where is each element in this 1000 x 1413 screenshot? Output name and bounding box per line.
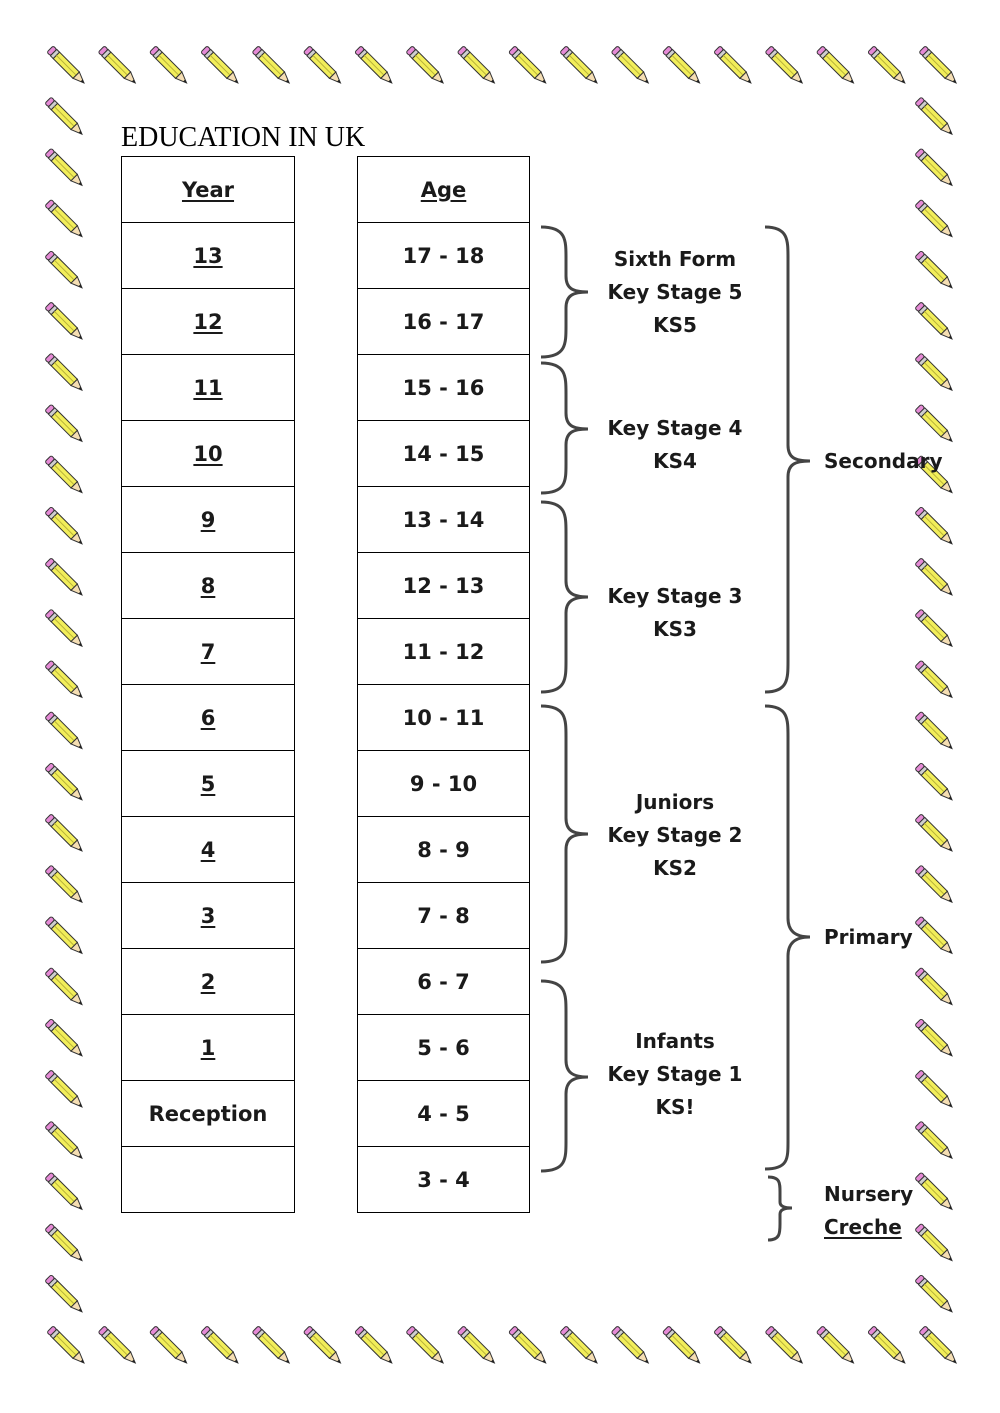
year-cell: [122, 355, 295, 421]
pencil-icon: [45, 199, 85, 239]
table-row: [358, 817, 530, 883]
pencil-icon: [662, 1326, 702, 1366]
pencil-icon: [98, 1326, 138, 1366]
table-row: [358, 553, 530, 619]
year-value: 10: [193, 441, 223, 466]
table-row: [122, 1147, 295, 1213]
pencil-icon: [45, 865, 85, 905]
table-row: [358, 1147, 530, 1213]
age-cell: [358, 553, 530, 619]
stage-label-ks3: [590, 580, 760, 646]
pencil-icon: [509, 46, 549, 86]
pencil-icon: [816, 1326, 856, 1366]
pencil-icon: [765, 1326, 805, 1366]
table-row: [122, 1015, 295, 1081]
year-value: 8: [200, 573, 216, 598]
phase-label-primary: [824, 921, 913, 954]
stage-label-ks5: [590, 243, 760, 342]
pencil-icon: [303, 1326, 343, 1366]
year-cell: [122, 223, 295, 289]
pencil-icon: [611, 46, 651, 86]
stage-label-ks2: [590, 786, 760, 885]
table-row: [122, 355, 295, 421]
pencil-icon: [457, 1326, 497, 1366]
stage-line: Key Stage 2: [607, 823, 743, 847]
year-cell: [122, 421, 295, 487]
pencil-icon: [45, 1172, 85, 1212]
stage-line: KS4: [653, 449, 697, 473]
pencil-icon: [45, 1070, 85, 1110]
pencil-icon: [915, 916, 955, 956]
table-row: [358, 751, 530, 817]
pencil-icon: [406, 1326, 446, 1366]
age-cell: [358, 685, 530, 751]
stage-line: KS!: [655, 1095, 695, 1119]
stage-line: Key Stage 3: [607, 584, 743, 608]
age-cell: [358, 1015, 530, 1081]
age-value: 8 - 9: [417, 837, 470, 862]
table-row: [358, 421, 530, 487]
pencil-icon: [915, 967, 955, 1007]
pencil-icon: [98, 46, 138, 86]
pencil-icon: [45, 97, 85, 137]
pencil-icon: [47, 1326, 87, 1366]
pencil-icon: [915, 609, 955, 649]
pencil-icon: [201, 1326, 241, 1366]
pencil-icon: [714, 46, 754, 86]
pencil-icon: [915, 199, 955, 239]
phase-label-secondary: [824, 445, 943, 478]
pencil-icon: [45, 251, 85, 291]
year-value: 1: [200, 1035, 216, 1060]
year-cell: [122, 685, 295, 751]
pencil-icon: [45, 660, 85, 700]
pencil-icon: [45, 814, 85, 854]
pencil-icon: [149, 46, 189, 86]
pencil-icon: [915, 711, 955, 751]
pencil-icon: [868, 46, 908, 86]
table-row: [122, 157, 295, 223]
age-value: 15 - 16: [402, 375, 485, 400]
stage-label-ks4: [590, 412, 760, 478]
phase-label-nursery: [824, 1178, 913, 1244]
age-value: 3 - 4: [417, 1167, 470, 1192]
pencil-icon: [915, 865, 955, 905]
table-row: [122, 421, 295, 487]
table-row: [122, 553, 295, 619]
pencil-icon: [303, 46, 343, 86]
pencil-icon: [509, 1326, 549, 1366]
stage-line: KS3: [653, 617, 697, 641]
pencil-icon: [252, 1326, 292, 1366]
year-value: Reception: [148, 1101, 268, 1126]
table-row: [358, 619, 530, 685]
pencil-icon: [915, 1172, 955, 1212]
pencil-icon: [201, 46, 241, 86]
age-value: 17 - 18: [402, 243, 485, 268]
pencil-icon: [45, 763, 85, 803]
pencil-icon: [915, 97, 955, 137]
age-table: [357, 156, 530, 1213]
year-cell: [122, 553, 295, 619]
age-value: 11 - 12: [402, 639, 485, 664]
stage-line: Infants: [635, 1029, 715, 1053]
age-cell: [358, 817, 530, 883]
age-value: 4 - 5: [417, 1101, 470, 1126]
page-title: EDUCATION IN UK: [121, 122, 366, 153]
year-cell: [122, 949, 295, 1015]
pencil-icon: [45, 1019, 85, 1059]
year-cell: [122, 817, 295, 883]
pencil-icon: [915, 507, 955, 547]
pencil-icon: [915, 1070, 955, 1110]
pencil-icon: [915, 814, 955, 854]
age-header-label: Age: [420, 177, 467, 202]
age-cell: [358, 949, 530, 1015]
year-header-label: Year: [181, 177, 235, 202]
pencil-icon: [915, 302, 955, 342]
pencil-icon: [355, 46, 395, 86]
pencil-icon: [915, 1019, 955, 1059]
pencil-icon: [560, 46, 600, 86]
year-value: 4: [200, 837, 216, 862]
year-cell: [122, 1147, 295, 1213]
pencil-icon: [868, 1326, 908, 1366]
age-cell: [358, 223, 530, 289]
year-table: [121, 156, 295, 1213]
pencil-icon: [45, 507, 85, 547]
pencil-icon: [149, 1326, 189, 1366]
stage-line: KS2: [653, 856, 697, 880]
pencil-icon: [765, 46, 805, 86]
table-row: [358, 1081, 530, 1147]
year-header: [122, 157, 295, 223]
pencil-icon: [915, 404, 955, 444]
table-row: [358, 949, 530, 1015]
table-row: [358, 685, 530, 751]
pencil-icon: [915, 353, 955, 393]
table-row: [122, 685, 295, 751]
pencil-icon: [355, 1326, 395, 1366]
pencil-icon: [919, 1326, 959, 1366]
age-header: [358, 157, 530, 223]
pencil-icon: [714, 1326, 754, 1366]
table-row: [122, 751, 295, 817]
pencil-icon: [45, 353, 85, 393]
age-value: 14 - 15: [402, 441, 485, 466]
year-value: 5: [200, 771, 216, 796]
year-value: 13: [193, 243, 223, 268]
age-value: 9 - 10: [409, 771, 478, 796]
pencil-icon: [662, 46, 702, 86]
pencil-icon: [45, 1275, 85, 1315]
pencil-icon: [816, 46, 856, 86]
age-cell: [358, 355, 530, 421]
phase-nursery-text: Nursery: [824, 1182, 914, 1206]
table-row: [122, 949, 295, 1015]
pencil-icon: [45, 302, 85, 342]
table-row: [122, 817, 295, 883]
age-value: 5 - 6: [417, 1035, 470, 1060]
pencil-icon: [45, 1223, 85, 1263]
age-cell: [358, 421, 530, 487]
year-cell: [122, 289, 295, 355]
pencil-icon: [45, 1121, 85, 1161]
year-value: 7: [200, 639, 216, 664]
table-row: [358, 487, 530, 553]
age-cell: [358, 619, 530, 685]
table-row: [122, 223, 295, 289]
pencil-icon: [45, 711, 85, 751]
pencil-icon: [915, 763, 955, 803]
pencil-icon: [252, 46, 292, 86]
age-value: 16 - 17: [402, 309, 485, 334]
year-value: 2: [200, 969, 216, 994]
stage-line: Key Stage 5: [607, 280, 743, 304]
pencil-icon: [915, 148, 955, 188]
stage-line: Key Stage 1: [607, 1062, 743, 1086]
pencil-icon: [406, 46, 446, 86]
stage-line: KS5: [653, 313, 697, 337]
age-value: 7 - 8: [417, 903, 470, 928]
year-cell: [122, 751, 295, 817]
pencil-icon: [45, 916, 85, 956]
pencil-icon: [915, 558, 955, 598]
year-value: 9: [200, 507, 216, 532]
age-cell: [358, 883, 530, 949]
stage-label-ks1: [590, 1025, 760, 1124]
stage-line: Sixth Form: [613, 247, 737, 271]
age-cell: [358, 751, 530, 817]
table-row: [122, 487, 295, 553]
age-value: 12 - 13: [402, 573, 485, 598]
year-cell: [122, 883, 295, 949]
phase-primary-text: Primary: [824, 925, 913, 949]
pencil-icon: [915, 1275, 955, 1315]
pencil-icon: [45, 455, 85, 495]
table-row: [122, 1081, 295, 1147]
table-row: [122, 883, 295, 949]
pencil-icon: [915, 1121, 955, 1161]
phase-secondary-text: Secondary: [824, 449, 943, 473]
table-row: [358, 1015, 530, 1081]
year-cell: [122, 487, 295, 553]
pencil-icon: [915, 660, 955, 700]
age-cell: [358, 487, 530, 553]
table-row: [122, 619, 295, 685]
year-cell: [122, 1015, 295, 1081]
age-value: 10 - 11: [402, 705, 485, 730]
table-row: [358, 883, 530, 949]
year-value: 11: [193, 375, 223, 400]
pencil-icon: [45, 609, 85, 649]
stage-line: Key Stage 4: [607, 416, 743, 440]
age-cell: [358, 1081, 530, 1147]
pencil-icon: [457, 46, 497, 86]
pencil-icon: [611, 1326, 651, 1366]
year-value: 3: [200, 903, 216, 928]
phase-creche-text: Creche: [824, 1215, 902, 1239]
age-value: 6 - 7: [417, 969, 470, 994]
year-value: 12: [193, 309, 223, 334]
table-row: [358, 157, 530, 223]
pencil-icon: [45, 148, 85, 188]
stage-line: Juniors: [635, 790, 715, 814]
pencil-icon: [47, 46, 87, 86]
pencil-icon: [915, 1223, 955, 1263]
table-row: [358, 223, 530, 289]
age-cell: [358, 289, 530, 355]
pencil-icon: [45, 558, 85, 598]
pencil-icon: [915, 251, 955, 291]
age-cell: [358, 1147, 530, 1213]
table-row: [358, 289, 530, 355]
pencil-icon: [560, 1326, 600, 1366]
pencil-icon: [45, 404, 85, 444]
year-cell: [122, 619, 295, 685]
year-value: 6: [200, 705, 216, 730]
year-cell: [122, 1081, 295, 1147]
table-row: [122, 289, 295, 355]
pencil-icon: [919, 46, 959, 86]
pencil-icon: [45, 967, 85, 1007]
table-row: [358, 355, 530, 421]
age-value: 13 - 14: [402, 507, 485, 532]
